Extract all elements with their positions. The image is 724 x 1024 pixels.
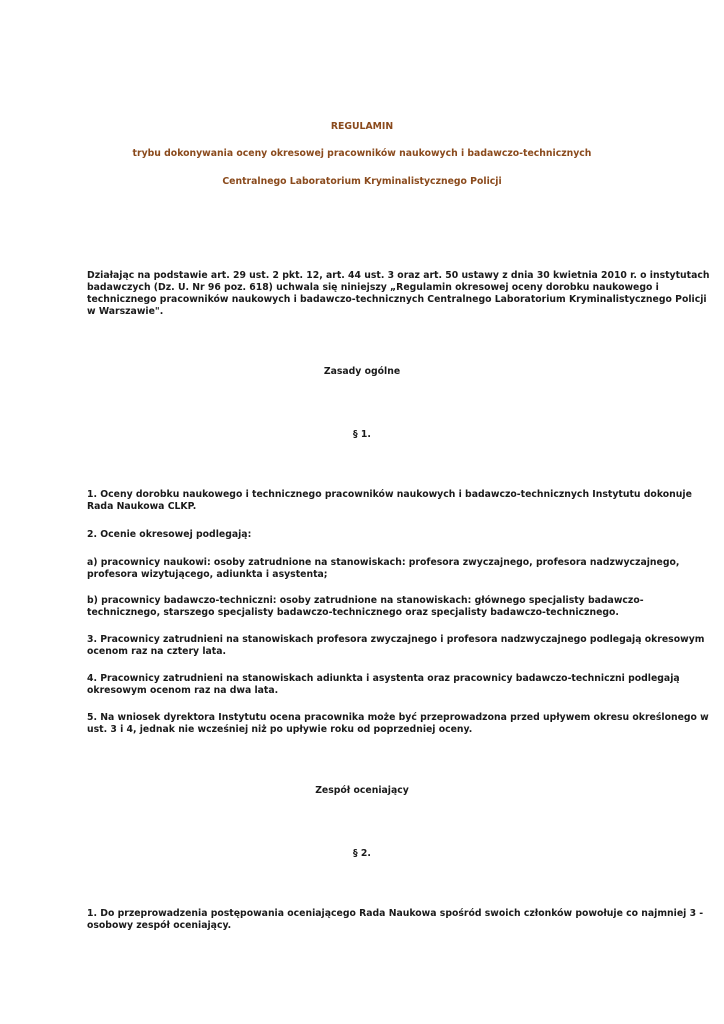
item-line: 2. Ocenie okresowej podlegają: xyxy=(87,529,252,540)
paragraph-mark-1: § 1. xyxy=(353,429,371,440)
document-subtitle-2: Centralnego Laboratorium Kryminalistycznego Policji xyxy=(222,176,502,187)
section-1-item-4 xyxy=(87,673,680,697)
preamble-line: badawczych (Dz. U. Nr 96 poz. 618) uchwala się niniejszy „Regulamin okresowej oceny dorobku naukowego i xyxy=(87,282,659,293)
section-2-item-1 xyxy=(87,908,704,932)
preamble-line: w Warszawie". xyxy=(87,306,164,317)
section-1-item-a xyxy=(87,557,680,581)
preamble-line: technicznego pracowników naukowych i badawczo-technicznych Centralnego Laboratorium Kryminalistycznego Policji xyxy=(87,294,707,305)
section-heading-assessment-team: Zespół oceniający xyxy=(315,785,409,796)
item-line: okresowym ocenom raz na dwa lata. xyxy=(87,685,279,696)
item-line: 3. Pracownicy zatrudnieni na stanowiskach profesora zwyczajnego i profesora nadzwyczajnego podlegają okresowym xyxy=(87,634,705,645)
section-1-item-1 xyxy=(87,489,692,513)
document-subtitle-1: trybu dokonywania oceny okresowej pracowników naukowych i badawczo-technicznych xyxy=(132,148,592,159)
section-1-item-2 xyxy=(87,529,647,541)
item-line: 1. Do przeprowadzenia postępowania oceniającego Rada Naukowa spośród swoich członków powołuje co najmniej 3 - xyxy=(87,908,704,919)
item-line: osobowy zespół oceniający. xyxy=(87,920,232,931)
section-1-item-b xyxy=(87,595,647,619)
item-line: profesora wizytującego, adiunkta i asystenta; xyxy=(87,569,328,580)
section-heading-general-rules: Zasady ogólne xyxy=(323,366,401,377)
item-line: b) pracownicy badawczo-techniczni: osoby zatrudnione na stanowiskach: głównego specjalisty badawczo- xyxy=(87,595,644,606)
item-line: 5. Na wniosek dyrektora Instytutu ocena pracownika może być przeprowadzona przed upływem okresu określonego w xyxy=(87,712,709,723)
item-line: a) pracownicy naukowi: osoby zatrudnione na stanowiskach: profesora zwyczajnego, profesora nadzwyczajnego, xyxy=(87,557,680,568)
section-1-item-3 xyxy=(87,634,705,658)
section-1-item-5 xyxy=(87,712,709,736)
item-line: Rada Naukowa CLKP. xyxy=(87,501,197,512)
document-title: REGULAMIN xyxy=(330,121,394,132)
item-line: 1. Oceny dorobku naukowego i technicznego pracowników naukowych i badawczo-technicznych Instytutu dokonuje xyxy=(87,489,692,500)
item-line: 4. Pracownicy zatrudnieni na stanowiskach adiunkta i asystenta oraz pracownicy badawczo-techniczni podlegają xyxy=(87,673,680,684)
item-line: ust. 3 i 4, jednak nie wcześniej niż po upływie roku od poprzedniej oceny. xyxy=(87,724,473,735)
paragraph-mark-2: § 2. xyxy=(353,848,371,859)
item-line: technicznego, starszego specjalisty badawczo-technicznego oraz specjalisty badawczo-technicznego. xyxy=(87,607,619,618)
preamble-paragraph xyxy=(87,270,710,318)
preamble-line: Działając na podstawie art. 29 ust. 2 pkt. 12, art. 44 ust. 3 oraz art. 50 ustawy z dnia 30 kwietnia 2010 r. o instytutach xyxy=(87,270,710,281)
item-line: ocenom raz na cztery lata. xyxy=(87,646,227,657)
